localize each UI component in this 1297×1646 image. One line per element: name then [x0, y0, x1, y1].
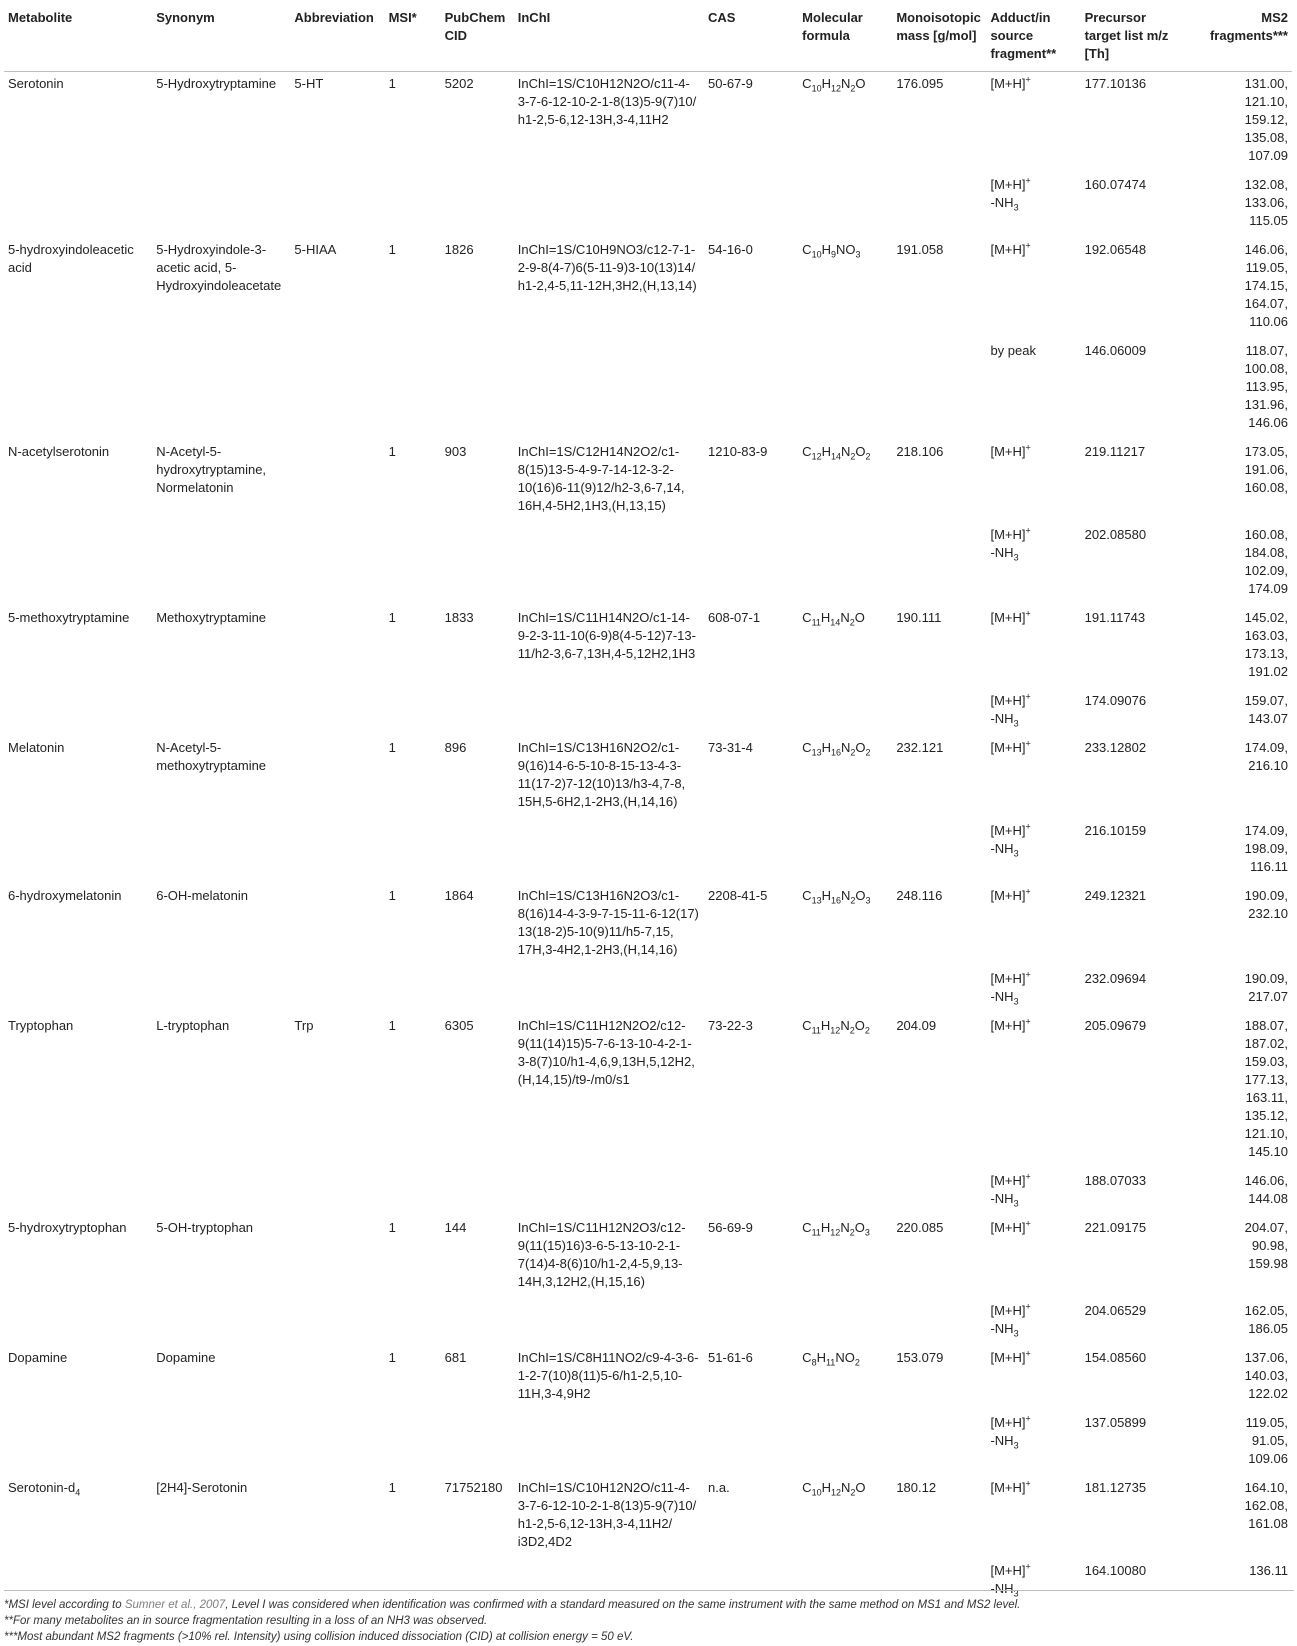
cell-synonym: [2H4]-Serotonin [156, 1480, 248, 1495]
cell-abbreviation [290, 884, 384, 967]
cell-ms2-fragments: 146.06, 119.05, 174.15, 164.07, 110.06 [1244, 242, 1288, 329]
cell-ms2-fragments: 174.09, 216.10 [1244, 740, 1288, 773]
cell-precursor: 233.12802 [1084, 740, 1147, 755]
cell-adduct: by peak [990, 343, 1036, 358]
cell-empty [798, 173, 892, 238]
cell-msi: 1 [388, 888, 396, 903]
cell-empty [385, 689, 441, 736]
cell-empty [441, 689, 514, 736]
cell-empty [704, 173, 798, 238]
cell-empty [385, 523, 441, 606]
header-inchi: InChI [514, 4, 704, 72]
cell-msi: 1 [388, 1350, 396, 1365]
header-abbreviation: Abbreviation [290, 4, 384, 72]
cell-precursor: 249.12321 [1084, 888, 1147, 903]
footnote-fragmentation: **For many metabolites an in source fragmentation resulting in a loss of an NH3 was observed. [4, 1615, 488, 1627]
cell-empty [290, 1411, 384, 1476]
table-subrow [4, 339, 1292, 440]
cell-empty [798, 523, 892, 606]
cell-precursor: 219.11217 [1084, 444, 1146, 459]
cell-msi: 1 [388, 1018, 396, 1033]
cell-adduct: [M+H]+ $-NH_3$ [990, 1413, 1031, 1451]
cell-adduct: [M+H]+ [990, 442, 1031, 459]
cell-empty [152, 1299, 290, 1346]
cell-empty [892, 1411, 986, 1476]
header-adduct: Adduct/in source fragment** [986, 4, 1080, 72]
cell-empty [798, 1299, 892, 1346]
cell-empty [385, 1299, 441, 1346]
cell-msi: 1 [388, 1220, 396, 1235]
cell-empty [152, 1169, 290, 1216]
cell-pubchem-cid: 896 [444, 740, 467, 755]
table-row [4, 606, 1292, 689]
cell-empty [798, 689, 892, 736]
cell-abbreviation: Trp [294, 1018, 314, 1033]
cell-empty [385, 173, 441, 238]
cell-synonym: 6-OH-melatonin [156, 888, 248, 903]
cell-ms2-fragments: 164.10, 162.08, 161.08 [1244, 1480, 1288, 1531]
cell-metabolite: Tryptophan [8, 1018, 74, 1033]
cell-precursor: 216.10159 [1084, 823, 1147, 838]
cell-empty [798, 1169, 892, 1216]
cell-empty [704, 1411, 798, 1476]
cell-empty [892, 523, 986, 606]
cell-metabolite: Serotonin [8, 76, 64, 91]
cell-empty [385, 1169, 441, 1216]
header-msi: MSI* [385, 4, 441, 72]
cell-adduct: [M+H]+ [990, 608, 1031, 625]
reference-link[interactable]: Sumner et al., 2007 [124, 1599, 226, 1611]
cell-inchi: InChI=1S/​C13H16N2O3/​c1-​8(16)​14-​4-​3-​9-​7-​15-​11-​6-​12(17)​13(18-​2)​5-​10(9)​11/​h5-​7,​15,​17H,​3-​4H2,​1-​2H3,​(H,​14,​16)​ [517, 888, 699, 957]
cell-inchi: InChI=1S/​C11H12N2O3/​c12-​9(11(15)​16)​3-​6-​5-​13-​10-​2-​1-​7(14)​4-​8(6)​10/​h1-​2,​4-​5,​9,​13-​14H,​3,​12H2,​(H,​15,​16)​ [517, 1220, 686, 1289]
cell-empty [704, 523, 798, 606]
cell-empty [514, 1169, 704, 1216]
cell-ms2-fragments: 131.00, 121.10, 159.12, 135.08, 107.09 [1244, 76, 1288, 163]
cell-empty [514, 1411, 704, 1476]
cell-inchi: InChI=1S/​C10H12N2O/​c11-​4-​3-​7-​6-​12-​10-​2-​1-​8(13)​5-​9(7)​10/​h1-​2,​5-​6,​12-​13H,​3-​4,​11H2/​i3D2,​4D2 [517, 1480, 697, 1549]
cell-empty [892, 1299, 986, 1346]
cell-mass: 190.111 [896, 610, 942, 625]
cell-empty [514, 1299, 704, 1346]
cell-adduct: [M+H]+ [990, 1478, 1031, 1495]
cell-adduct: [M+H]+ [990, 738, 1031, 755]
cell-mass: 153.079 [896, 1350, 944, 1365]
cell-metabolite: Dopamine [8, 1350, 68, 1365]
cell-empty [704, 819, 798, 884]
cell-pubchem-cid: 5202 [444, 76, 474, 91]
cell-ms2-fragments: 132.08, 133.06, 115.05 [1244, 177, 1288, 228]
cell-precursor: 177.10136 [1084, 76, 1147, 91]
cell-ms2-fragments: 204.07, 90.98, 159.98 [1244, 1220, 1288, 1271]
cell-empty [290, 819, 384, 884]
cell-cas: 73-31-4 [708, 740, 753, 755]
cell-inchi: InChI=1S/​C10H12N2O/​c11-​4-​3-​7-​6-​12-​10-​2-​1-​8(13)​5-​9(7)​10/​h1-​2,​5-​6,​12-​13H,​3-​4,​11H2 [517, 76, 697, 127]
cell-empty [290, 1169, 384, 1216]
cell-metabolite: N-acetylserotonin [8, 444, 110, 459]
cell-adduct: [M+H]+ $-NH_3$ [990, 525, 1031, 563]
cell-metabolite: 5-hydroxyindoleacetic acid [8, 242, 134, 275]
cell-cas: 56-69-9 [708, 1220, 753, 1235]
table-row [4, 1476, 1292, 1559]
cell-ms2-fragments: 188.07, 187.02, 159.03, 177.13, 163.11, 135.12, 121.10, 145.10 [1244, 1018, 1288, 1159]
cell-metabolite: Melatonin [8, 740, 65, 755]
cell-ms2-fragments: 190.09, 217.07 [1244, 971, 1288, 1004]
cell-adduct: [M+H]+ $-NH_3$ [990, 821, 1031, 859]
cell-empty [514, 689, 704, 736]
header-ms2-fragments: MS2 fragments*** [1185, 4, 1292, 72]
cell-cas: 54-16-0 [708, 242, 753, 257]
cell-ms2-fragments: 137.06, 140.03, 122.02 [1244, 1350, 1288, 1401]
cell-inchi: InChI=1S/​C10H9NO3/​c12-​7-​1-​2-​9-​8(4-​7)​6(5-​11-​9)​3-​10(13)​14/​h1-​2,​4-​5,​11-​12H,​3H2,​(H,​13,​14)​ [517, 242, 697, 293]
cell-inchi: InChI=1S/​C13H16N2O2/​c1-​9(16)​14-​6-​5-​10-​8-​15-​13-​4-​3-​11(17-​2)​7-​12(10)​13/​h3-​4,​7-​8,​15H,​5-​6H2,​1-​2H3,​(H,​14,​16)​ [517, 740, 686, 809]
table-subrow [4, 1411, 1292, 1476]
header-row [4, 4, 1292, 72]
cell-mass: 204.09 [896, 1018, 937, 1033]
cell-pubchem-cid: 6305 [444, 1018, 474, 1033]
cell-pubchem-cid: 681 [444, 1350, 467, 1365]
header-molecular-formula: Molecular formula [798, 4, 892, 72]
cell-precursor: 174.09076 [1084, 693, 1147, 708]
cell-abbreviation [290, 1476, 384, 1559]
cell-adduct: [M+H]+ $-NH_3$ [990, 1171, 1031, 1209]
cell-formula: $C_{11}H_{12}N_2O_2$ [802, 1018, 870, 1036]
cell-msi: 1 [388, 444, 396, 459]
cell-abbreviation: 5-HIAA [294, 242, 337, 257]
cell-empty [892, 967, 986, 1014]
cell-synonym: N-Acetyl-5-methoxytryptamine [156, 740, 267, 773]
cell-abbreviation [290, 1216, 384, 1299]
cell-empty [4, 1411, 152, 1476]
cell-synonym: 5-Hydroxyindole-3-acetic acid, 5-Hydroxyindoleacetate [156, 242, 282, 293]
cell-abbreviation [290, 1346, 384, 1411]
cell-adduct: [M+H]+ $-NH_3$ [990, 1301, 1031, 1339]
cell-mass: 232.121 [896, 740, 944, 755]
footnote-msi [4, 1597, 1294, 1613]
table-subrow [4, 1169, 1292, 1216]
table-subrow [4, 173, 1292, 238]
footnote-msi-suffix: , Level I was considered when identification was confirmed with a standard measured on the same instrument with the same method on MS1 and MS2 level. [225, 1599, 1021, 1611]
table-row [4, 238, 1292, 339]
cell-adduct: [M+H]+ [990, 1348, 1031, 1365]
cell-cas: 50-67-9 [708, 76, 753, 91]
cell-inchi: InChI=1S/​C12H14N2O2/​c1-​8(15)​13-​5-​4-​9-​7-​14-​12-​3-​2-​10(16)​6-​11(9)​12/​h2-​3,​6-​7,​14,​16H,​4-​5H2,​1H3,​(H,​13,​15)​ [517, 444, 685, 513]
cell-formula: $C_{11}H_{12}N_2O_3$ [802, 1220, 870, 1238]
cell-formula: $C_{13}H_{16}N_2O_3$ [802, 888, 871, 906]
cell-empty [290, 967, 384, 1014]
cell-empty [798, 819, 892, 884]
cell-empty [704, 1169, 798, 1216]
cell-metabolite: 6-hydroxymelatonin [8, 888, 122, 903]
cell-precursor: 164.10080 [1084, 1563, 1147, 1578]
cell-precursor: 232.09694 [1084, 971, 1147, 986]
header-pubchem-cid: PubChem CID [441, 4, 514, 72]
cell-empty [441, 1169, 514, 1216]
cell-empty [4, 1169, 152, 1216]
cell-mass: 248.116 [896, 888, 943, 903]
cell-empty [892, 1169, 986, 1216]
cell-adduct: [M+H]+ $-NH_3$ [990, 175, 1031, 213]
cell-synonym: L-tryptophan [156, 1018, 230, 1033]
cell-pubchem-cid: 71752180 [444, 1480, 503, 1495]
cell-precursor: 192.06548 [1084, 242, 1147, 257]
cell-precursor: 221.09175 [1084, 1220, 1147, 1235]
cell-formula: $C_{13}H_{16}N_2O_2$ [802, 740, 871, 758]
cell-empty [798, 1411, 892, 1476]
cell-mass: 180.12 [896, 1480, 937, 1495]
cell-empty [892, 689, 986, 736]
cell-empty [514, 819, 704, 884]
cell-pubchem-cid: 903 [444, 444, 467, 459]
cell-empty [152, 967, 290, 1014]
cell-msi: 1 [388, 242, 396, 257]
cell-empty [704, 339, 798, 440]
cell-precursor: 146.06009 [1084, 343, 1147, 358]
cell-metabolite: 5-methoxytryptamine [8, 610, 130, 625]
cell-ms2-fragments: 146.06, 144.08 [1244, 1173, 1288, 1206]
cell-precursor: 154.08560 [1084, 1350, 1147, 1365]
cell-empty [514, 173, 704, 238]
cell-adduct: [M+H]+ $-NH_3$ [990, 969, 1031, 1007]
cell-empty [4, 1299, 152, 1346]
cell-empty [4, 523, 152, 606]
cell-precursor: 160.07474 [1084, 177, 1147, 192]
cell-empty [441, 339, 514, 440]
table-footnotes [4, 1590, 1294, 1645]
cell-empty [4, 689, 152, 736]
cell-empty [514, 339, 704, 440]
cell-synonym: Dopamine [156, 1350, 216, 1365]
cell-empty [290, 689, 384, 736]
cell-empty [152, 689, 290, 736]
cell-mass: 191.058 [896, 242, 944, 257]
header-synonym: Synonym [152, 4, 290, 72]
table-subrow [4, 523, 1292, 606]
cell-empty [152, 523, 290, 606]
cell-empty [441, 1299, 514, 1346]
cell-adduct: [M+H]+ [990, 886, 1031, 903]
cell-ms2-fragments: 136.11 [1249, 1563, 1288, 1578]
cell-ms2-fragments: 119.05, 91.05, 109.06 [1245, 1415, 1288, 1466]
cell-synonym: 5-OH-tryptophan [156, 1220, 254, 1235]
cell-empty [441, 523, 514, 606]
cell-empty [290, 339, 384, 440]
cell-empty [798, 967, 892, 1014]
cell-adduct: [M+H]+ $-NH_3$ [990, 1561, 1031, 1599]
cell-empty [892, 173, 986, 238]
cell-ms2-fragments: 173.05, 191.06, 160.08, [1244, 444, 1288, 495]
cell-metabolite: Serotonin-$d_4$ [8, 1480, 81, 1498]
cell-metabolite: 5-hydroxytryptophan [8, 1220, 127, 1235]
cell-mass: 218.106 [896, 444, 944, 459]
table-body [4, 72, 1292, 1607]
cell-mass: 220.085 [896, 1220, 944, 1235]
cell-pubchem-cid: 144 [444, 1220, 467, 1235]
cell-empty [385, 967, 441, 1014]
cell-synonym: N-Acetyl-5-hydroxytryptamine, Normelatonin [156, 444, 267, 495]
cell-adduct: [M+H]+ [990, 240, 1031, 257]
cell-cas: 73-22-3 [708, 1018, 753, 1033]
cell-formula: $C_{10}H_{12}N_2O$ [802, 1480, 866, 1498]
cell-empty [152, 173, 290, 238]
cell-formula: $C_{10}H_{12}N_2O$ [802, 76, 866, 94]
cell-synonym: 5-Hydroxytryptamine [156, 76, 277, 91]
cell-empty [385, 339, 441, 440]
table-subrow [4, 967, 1292, 1014]
cell-empty [514, 523, 704, 606]
cell-empty [290, 1299, 384, 1346]
cell-formula: $C_{10}H_9NO_3$ [802, 242, 861, 260]
cell-pubchem-cid: 1826 [444, 242, 474, 257]
cell-empty [4, 173, 152, 238]
cell-cas: 1210-83-9 [708, 444, 768, 459]
cell-empty [441, 1411, 514, 1476]
cell-empty [441, 967, 514, 1014]
cell-empty [152, 339, 290, 440]
cell-cas: 51-61-6 [708, 1350, 753, 1365]
cell-ms2-fragments: 174.09, 198.09, 116.11 [1244, 823, 1288, 874]
cell-empty [441, 173, 514, 238]
cell-cas: n.a. [708, 1480, 730, 1495]
cell-precursor: 181.12735 [1084, 1480, 1147, 1495]
cell-inchi: InChI=1S/​C8H11NO2/​c9-​4-​3-​6-​1-​2-​7(10)​8(11)​5-​6/​h1-​2,​5,​10-​11H,​3-​4,​9H2 [517, 1350, 699, 1401]
cell-adduct: [M+H]+ [990, 74, 1031, 91]
cell-formula: $C_{11}H_{14}N_2O$ [802, 610, 865, 628]
header-precursor: Precursor target list m/z [Th] [1081, 4, 1185, 72]
cell-empty [4, 339, 152, 440]
cell-ms2-fragments: 190.09, 232.10 [1244, 888, 1288, 921]
cell-precursor: 202.08580 [1084, 527, 1147, 542]
cell-cas: 608-07-1 [708, 610, 761, 625]
table-row [4, 884, 1292, 967]
cell-ms2-fragments: 145.02, 163.03, 173.13, 191.02 [1244, 610, 1288, 679]
cell-empty [514, 967, 704, 1014]
cell-empty [152, 819, 290, 884]
cell-empty [704, 967, 798, 1014]
cell-msi: 1 [388, 740, 396, 755]
header-metabolite: Metabolite [4, 4, 152, 72]
cell-adduct: [M+H]+ $-NH_3$ [990, 691, 1031, 729]
cell-empty [798, 339, 892, 440]
cell-empty [290, 523, 384, 606]
table-row [4, 736, 1292, 819]
cell-pubchem-cid: 1833 [444, 610, 474, 625]
cell-abbreviation: 5-HT [294, 76, 324, 91]
cell-ms2-fragments: 118.07, 100.08, 113.95, 131.96, 146.06 [1244, 343, 1288, 430]
cell-ms2-fragments: 160.08, 184.08, 102.09, 174.09 [1244, 527, 1288, 596]
cell-formula: $C_{12}H_{14}N_2O_2$ [802, 444, 871, 462]
cell-mass: 176.095 [896, 76, 944, 91]
cell-empty [152, 1411, 290, 1476]
cell-pubchem-cid: 1864 [444, 888, 474, 903]
cell-precursor: 191.11743 [1084, 610, 1146, 625]
cell-empty [385, 819, 441, 884]
cell-adduct: [M+H]+ [990, 1016, 1031, 1033]
footnote-ms2: ***Most abundant MS2 fragments (>10% rel. Intensity) using collision induced dissociation (CID) at collision energy = 50 eV. [4, 1631, 634, 1643]
cell-msi: 1 [388, 610, 396, 625]
cell-inchi: InChI=1S/​C11H14N2O/​c1-​14-​9-​2-​3-​11-​10(6-​9)​8(4-​5-​12)​7-​13-​11/​h2-​3,​6-​7,​13H,​4-​5,​12H2,​1H3 [517, 610, 696, 661]
table-subrow [4, 689, 1292, 736]
cell-precursor: 205.09679 [1084, 1018, 1147, 1033]
cell-empty [290, 173, 384, 238]
cell-abbreviation [290, 606, 384, 689]
cell-empty [441, 819, 514, 884]
table-subrow [4, 1299, 1292, 1346]
cell-abbreviation [290, 440, 384, 523]
header-monoisotopic-mass: Monoisotopic mass [g/mol] [892, 4, 986, 72]
cell-ms2-fragments: 162.05, 186.05 [1244, 1303, 1288, 1336]
cell-empty [4, 819, 152, 884]
cell-precursor: 204.06529 [1084, 1303, 1147, 1318]
cell-precursor: 188.07033 [1084, 1173, 1147, 1188]
cell-msi: 1 [388, 1480, 396, 1495]
cell-precursor: 137.05899 [1084, 1415, 1147, 1430]
table-row [4, 1346, 1292, 1411]
cell-empty [704, 1299, 798, 1346]
cell-empty [892, 819, 986, 884]
cell-msi: 1 [388, 76, 396, 91]
table-row [4, 1014, 1292, 1169]
cell-adduct: [M+H]+ [990, 1218, 1031, 1235]
cell-synonym: Methoxytryptamine [156, 610, 267, 625]
header-cas: CAS [704, 4, 798, 72]
table-row [4, 440, 1292, 523]
table-row [4, 1216, 1292, 1299]
footnote-msi-prefix: *MSI level according to [4, 1599, 125, 1611]
cell-cas: 2208-41-5 [708, 888, 768, 903]
cell-empty [385, 1411, 441, 1476]
table-subrow [4, 819, 1292, 884]
cell-empty [704, 689, 798, 736]
cell-formula: $C_8H_{11}NO_2$ [802, 1350, 860, 1368]
metabolite-table [4, 4, 1292, 1606]
cell-empty [4, 967, 152, 1014]
cell-abbreviation [290, 736, 384, 819]
cell-empty [892, 339, 986, 440]
table-row [4, 72, 1292, 174]
cell-inchi: InChI=1S/​C11H12N2O2/​c12-​9(11(14)​15)​5-​7-​6-​13-​10-​4-​2-​1-​3-​8(7)​10/​h1-​4,​6,​9,​13H,​5,​12H2,​(H,​14,​15)​/​t9-​/​m0/​s1 [517, 1018, 695, 1087]
cell-ms2-fragments: 159.07, 143.07 [1244, 693, 1288, 726]
